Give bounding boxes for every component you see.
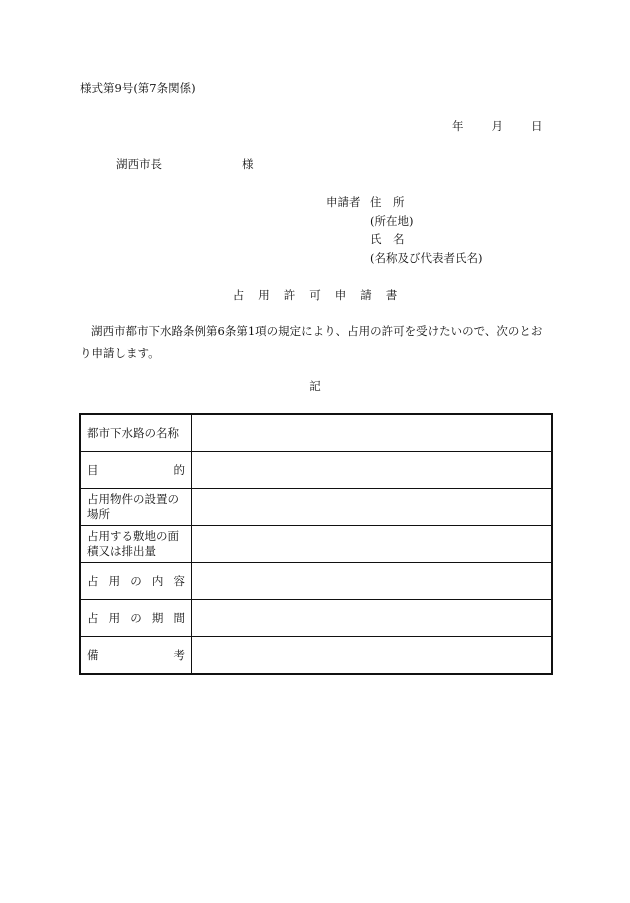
- table-row: [80, 452, 552, 489]
- row-label-period: 占用の期間: [80, 600, 192, 637]
- value-cell[interactable]: [192, 414, 553, 452]
- applicant-block: [326, 193, 482, 267]
- table-row: [80, 526, 552, 563]
- title-char: 可: [309, 288, 321, 302]
- row-label-channel-name: 都市下水路の名称: [80, 414, 192, 452]
- value-cell[interactable]: [192, 526, 553, 563]
- application-table: [79, 413, 553, 675]
- applicant-label: 申請者: [326, 195, 361, 209]
- table-row: [80, 414, 552, 452]
- applicant-name-label: 氏 名: [370, 232, 405, 246]
- title-char: 申: [334, 288, 347, 302]
- row-label-content: 占用の内容: [80, 563, 192, 600]
- form-number: 様式第9号(第7条関係): [80, 81, 196, 95]
- table-row: [80, 600, 552, 637]
- value-cell[interactable]: [192, 637, 553, 675]
- date-month: 月: [491, 119, 503, 133]
- row-label-remarks: 備考: [80, 637, 192, 675]
- title-char: 用: [258, 288, 270, 302]
- row-label-purpose: 目的: [80, 452, 192, 489]
- value-cell[interactable]: [192, 489, 553, 526]
- title-char: 書: [385, 288, 398, 302]
- value-cell[interactable]: [192, 452, 553, 489]
- applicant-address-label: 住 所: [370, 195, 405, 209]
- body-paragraph: 湖西市都市下水路条例第6条第1項の規定により、占用の許可を受けたいので、次のとおり申請します。: [80, 324, 543, 360]
- table-row: [80, 489, 552, 526]
- table-row: [80, 637, 552, 675]
- title-char: 許: [283, 288, 296, 302]
- title-char: 請: [360, 288, 372, 302]
- applicant-address-note: (所在地): [370, 213, 414, 228]
- addressee-honorific: 様: [242, 157, 254, 171]
- document-title: [0, 287, 630, 303]
- date-line: [452, 118, 543, 134]
- row-label-area: 占用する敷地の面積又は排出量: [80, 526, 192, 563]
- row-label-location: 占用物件の設置の場所: [80, 489, 192, 526]
- table-row: [80, 563, 552, 600]
- date-year: 年: [452, 119, 464, 133]
- ki-heading: 記: [309, 379, 321, 393]
- value-cell[interactable]: [192, 600, 553, 637]
- title-char: 占: [232, 288, 245, 302]
- date-day: 日: [531, 119, 543, 133]
- addressee-name: 湖西市長: [116, 157, 162, 171]
- applicant-name-note: (名称及び代表者氏名): [370, 250, 483, 265]
- value-cell[interactable]: [192, 563, 553, 600]
